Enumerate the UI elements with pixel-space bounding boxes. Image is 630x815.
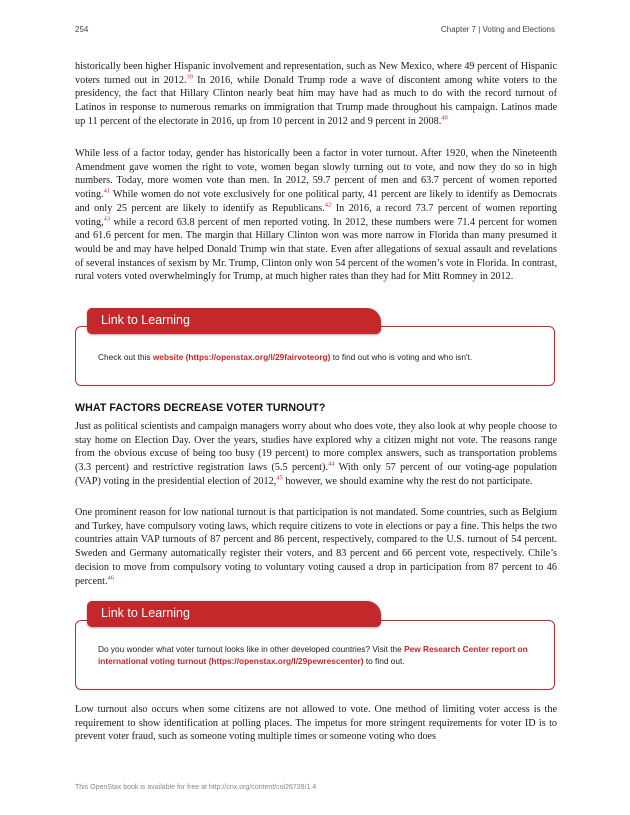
endnote-ref[interactable]: 41 (103, 187, 111, 195)
paragraph-voter-id: Low turnout also occurs when some citizens are not allowed to vote. One method of limiting voter access is the requirement to show identification at polling places. The impetus for more stringent requirements for voter ID is to prevent voter fraud, such as someone voting multiple times or someone voting who does (75, 704, 557, 743)
link-to-learning-title: Link to Learning (101, 313, 190, 327)
endnote-ref[interactable]: 46 (107, 574, 115, 582)
link-to-learning-tab (87, 601, 381, 627)
endnote-ref[interactable]: 43 (103, 215, 111, 223)
endnote-ref[interactable]: 45 (276, 474, 283, 482)
link-to-learning-text: Do you wonder what voter turnout looks like in other developed countries? Visit the Pew Research Center report on international voting turnout (https://openstax.org/l/29pewrescenter) to find out. (98, 644, 528, 666)
page-number: 254 (75, 25, 89, 34)
link-to-learning-text: Check out this website (https://openstax.org/l/29fairvoteorg) to find out who is voting and who isn't. (98, 352, 473, 362)
paragraph-why-not-vote: Just as political scientists and campaign managers worry about who does vote, they also look at why people choose to stay home on Election Day. Over the years, studies have explored why a citizen might not vote. The reasons range from the obvious excuse of being too busy (19 percent) to more complex answers, such as transportation problems (3.3 percent) and restrictive registration laws (5.5 percent).$^{44}$ With only 57 percent of our voting-age population (VAP) voting in the presidential election of 2012,45 however, we should examine why the rest do not participate. (75, 421, 557, 487)
paragraph-gender-turnout: While less of a factor today, gender has historically been a factor in voter turnout. After 1920, when the Nineteenth Amendment gave women the right to vote, women began slowly turning out to vote, and now they do so in high numbers. Today, more women vote than men. In 2012, 59.7 percent of men and 63.7 percent of women reported voting.$^{41}$ While women do not vote exclusively for one political party, 41 percent are likely to identify as Democrats and only 25 percent are likely to identify as Republicans.$^{42}$ In 2016, a record 73.7 percent of women reporting voting,$^{43}$ while a record 63.8 percent of men reported voting. In 2012, these numbers were 71.4 percent for women and 61.6 percent for men. The margin that Hillary Clinton won was more narrow in Florida than many presumed it would be and may have helped Donald Trump win that state. Even after allegations of sexual assault and revelations of several instances of sexism by Mr. Trump, Clinton only won 54 percent of the women’s vote in Florida. In contrast, rural voters voted overwhelmingly for Trump, at much higher rates than they had for Mitt Romney in 2012. (75, 148, 557, 283)
link-to-learning-title: Link to Learning (101, 606, 190, 620)
section-heading: WHAT FACTORS DECREASE VOTER TURNOUT? (75, 402, 326, 414)
endnote-ref[interactable]: 39 (186, 73, 193, 81)
paragraph-hispanic-turnout: historically been higher Hispanic involvement and representation, such as New Mexico, where 49 percent of Hispanic voters turned out in 2012.39 In 2016, while Donald Trump rode a wave of discontent among white voters to the presidency, the fact that Hillary Clinton nearly beat him may have had as much to do with the record turnout of Latinos in response to numerous remarks on immigration that Trump made throughout his campaign. Latinos made up 11 percent of the electorate in 2016, up from 10 percent in 2012 and 9 percent in 2008.40 (75, 61, 557, 127)
page-footer: This OpenStax book is available for free at http://cnx.org/content/col26739/1.4 (75, 784, 317, 791)
link-to-learning-box-2 (75, 598, 555, 690)
link-to-learning-tab (87, 308, 381, 334)
endnote-ref[interactable]: 42 (324, 201, 332, 209)
paragraph-compulsory-voting: One prominent reason for low national turnout is that participation is not mandated. Some countries, such as Belgium and Turkey, have compulsory voting laws, which require citizens to vote in elections or pay a fine. This helps the two countries attain VAP turnouts of 87 percent and 86 percent, respectively, compared to the U.S. turnout of 54 percent. Sweden and Germany automatically register their voters, and 83 percent and 66 percent vote, respectively. Chile’s decision to move from compulsory voting to voluntary voting caused a drop in participation from 87 percent to 46 percent.$^{46}$ (75, 507, 557, 587)
endnote-ref[interactable]: 44 (327, 460, 335, 468)
pew-research-link[interactable]: Pew Research Center report on international voting turnout (https://openstax.org/l/29pewrescenter) (98, 644, 528, 666)
chapter-header: Chapter 7 | Voting and Elections (440, 25, 555, 34)
endnote-ref[interactable]: 40 (441, 114, 448, 122)
link-to-learning-box-1 (75, 306, 555, 386)
fairvote-link[interactable]: website (https://openstax.org/l/29fairvoteorg) (152, 352, 331, 362)
